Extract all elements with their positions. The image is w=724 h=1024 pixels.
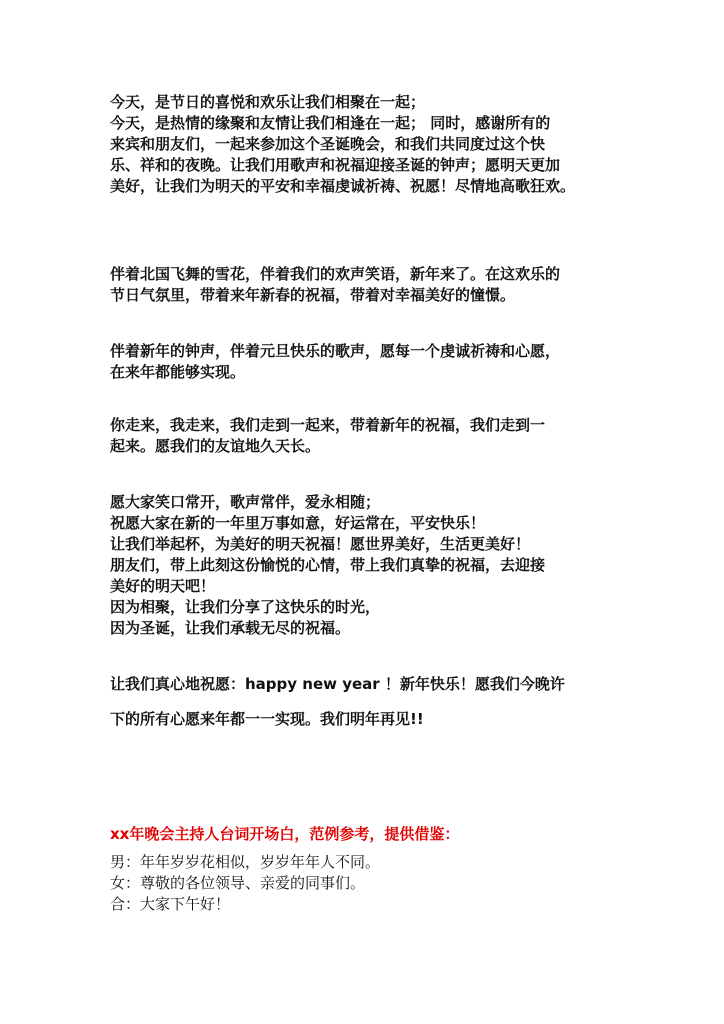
text-line: 让我们举起杯，为美好的明天祝福！愿世界美好，生活更美好！ xyxy=(110,535,531,553)
paragraph-happy-new-year-line1 xyxy=(110,674,630,695)
text-line: 今天，是节日的喜悦和欢乐让我们相聚在一起； xyxy=(110,93,426,111)
text-line: 愿大家笑口常开，歌声常伴，爱永相随； xyxy=(110,493,381,511)
text-line: 来宾和朋友们，一起来参加这个圣诞晚会，和我们共同度过这个快 xyxy=(110,135,546,153)
text-line: 节日气氛里，带着来年新春的祝福，带着对幸福美好的憧憬。 xyxy=(110,286,516,304)
dialogue-line-male: 男：年年岁岁花相似，岁岁年年人不同。 xyxy=(110,853,381,871)
dialogue-line-together: 合：大家下午好！ xyxy=(110,895,231,913)
section-heading xyxy=(110,824,630,845)
text-line: 美好，让我们为明天的平安和幸福虔诚祈祷、祝愿！尽情地高歌狂欢。 xyxy=(110,177,576,195)
paragraph-happy-new-year-line2 xyxy=(110,709,630,730)
text-line: 伴着北国飞舞的雪花，伴着我们的欢声笑语，新年来了。在这欢乐的 xyxy=(110,265,561,283)
text-line: 起来。愿我们的友谊地久天长。 xyxy=(110,437,321,455)
dialogue-line-female: 女：尊敬的各位领导、亲爱的同事们。 xyxy=(110,874,366,892)
paragraph-wishes xyxy=(110,492,630,639)
paragraph-new-year-bells xyxy=(110,341,630,383)
text-line: 让我们真心地祝愿：happy new year ！新年快乐！愿我们今晚许 xyxy=(110,675,565,693)
text-line: 在来年都能够实现。 xyxy=(110,363,246,381)
text-line: 因为相聚，让我们分享了这快乐的时光， xyxy=(110,598,381,616)
text-line: 因为圣诞，让我们承载无尽的祝福。 xyxy=(110,619,351,637)
text-line: 下的所有心愿来年都一一实现。我们明年再见!! xyxy=(110,710,424,728)
paragraph-friendship xyxy=(110,415,630,457)
text-line: 朋友们，带上此刻这份愉悦的心情，带上我们真挚的祝福，去迎接 xyxy=(110,556,546,574)
text-line: 祝愿大家在新的一年里万事如意，好运常在，平安快乐！ xyxy=(110,514,486,532)
host-script-heading: xx年晚会主持人台词开场白，范例参考，提供借鉴： xyxy=(110,825,460,843)
text-line: 今天，是热情的缘聚和友情让我们相逢在一起； 同时，感谢所有的 xyxy=(110,114,551,132)
text-line: 乐、祥和的夜晚。让我们用歌声和祝福迎接圣诞的钟声；愿明天更加 xyxy=(110,156,561,174)
paragraph-christmas-welcome xyxy=(110,92,630,197)
text-line: 美好的明天吧！ xyxy=(110,577,216,595)
host-dialogue xyxy=(110,852,630,915)
paragraph-snowflakes xyxy=(110,264,630,306)
text-line: 伴着新年的钟声，伴着元旦快乐的歌声，愿每一个虔诚祈祷和心愿， xyxy=(110,342,561,360)
text-line: 你走来，我走来，我们走到一起来，带着新年的祝福，我们走到一 xyxy=(110,416,546,434)
